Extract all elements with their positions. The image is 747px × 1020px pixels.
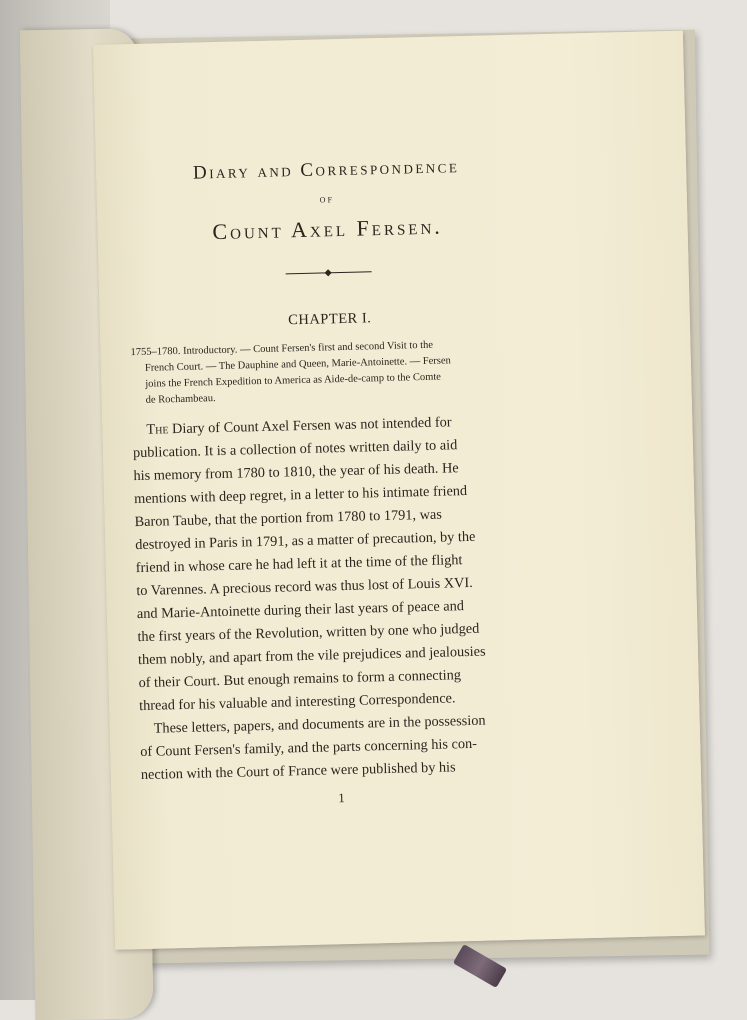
body-line: The Diary of Count Axel Fersen was not intended for (146, 414, 452, 438)
title-line-1: Diary and Correspondence (192, 156, 460, 184)
summary-line: 1755–1780. Introductory. — Count Fersen's first and second Visit to the (130, 339, 434, 359)
drop-word: The (146, 421, 169, 438)
ornamental-rule (286, 271, 372, 274)
body-line: his memory from 1780 to 1810, the year of his death. He (133, 460, 459, 485)
chapter-heading: CHAPTER I. (288, 310, 372, 329)
body-line: of Count Fersen's family, and the parts concerning his con- (140, 735, 478, 761)
body-line: These letters, papers, and documents are in the possession (153, 712, 486, 737)
body-line: Baron Taube, that the portion from 1780 to 1791, was (134, 506, 443, 531)
body-text (132, 409, 541, 787)
chapter-summary (130, 335, 531, 409)
summary-line: joins the French Expedition to America as Aide-de-camp to the Comte (145, 371, 442, 390)
body-line: the first years of the Revolution, written by one who judged (137, 620, 480, 646)
body-line: mentions with deep regret, in a letter to his intimate friend (133, 482, 468, 508)
body-line: thread for his valuable and interesting Correspondence. (138, 690, 456, 715)
body-line: nection with the Court of France were published by his (140, 759, 456, 784)
body-line: them nobly, and apart from the vile prejudices and jealousies (137, 643, 486, 669)
rule-ornament-dot (325, 269, 332, 276)
body-line: of their Court. But enough remains to form a connecting (138, 667, 462, 692)
page-number: 1 (338, 790, 345, 806)
title-line-2: Count Axel Fersen. (212, 213, 444, 245)
page-content (126, 154, 542, 811)
book-page (93, 31, 705, 950)
body-line: to Varennes. A precious record was thus lost of Louis XVI. (136, 574, 473, 600)
body-line: destroyed in Paris in 1791, as a matter of precaution, by the (135, 528, 476, 554)
body-line: publication. It is a collection of notes written daily to aid (132, 437, 458, 462)
body-line: and Marie-Antoinette during their last years of peace and (136, 598, 465, 623)
title-of: OF (319, 195, 335, 205)
summary-line: French Court. — The Dauphine and Queen, Marie-Antoinette. — Fersen (144, 355, 451, 374)
summary-line: de Rochambeau. (145, 393, 216, 406)
body-line: friend in whose care he had left it at the time of the flight (135, 552, 463, 577)
